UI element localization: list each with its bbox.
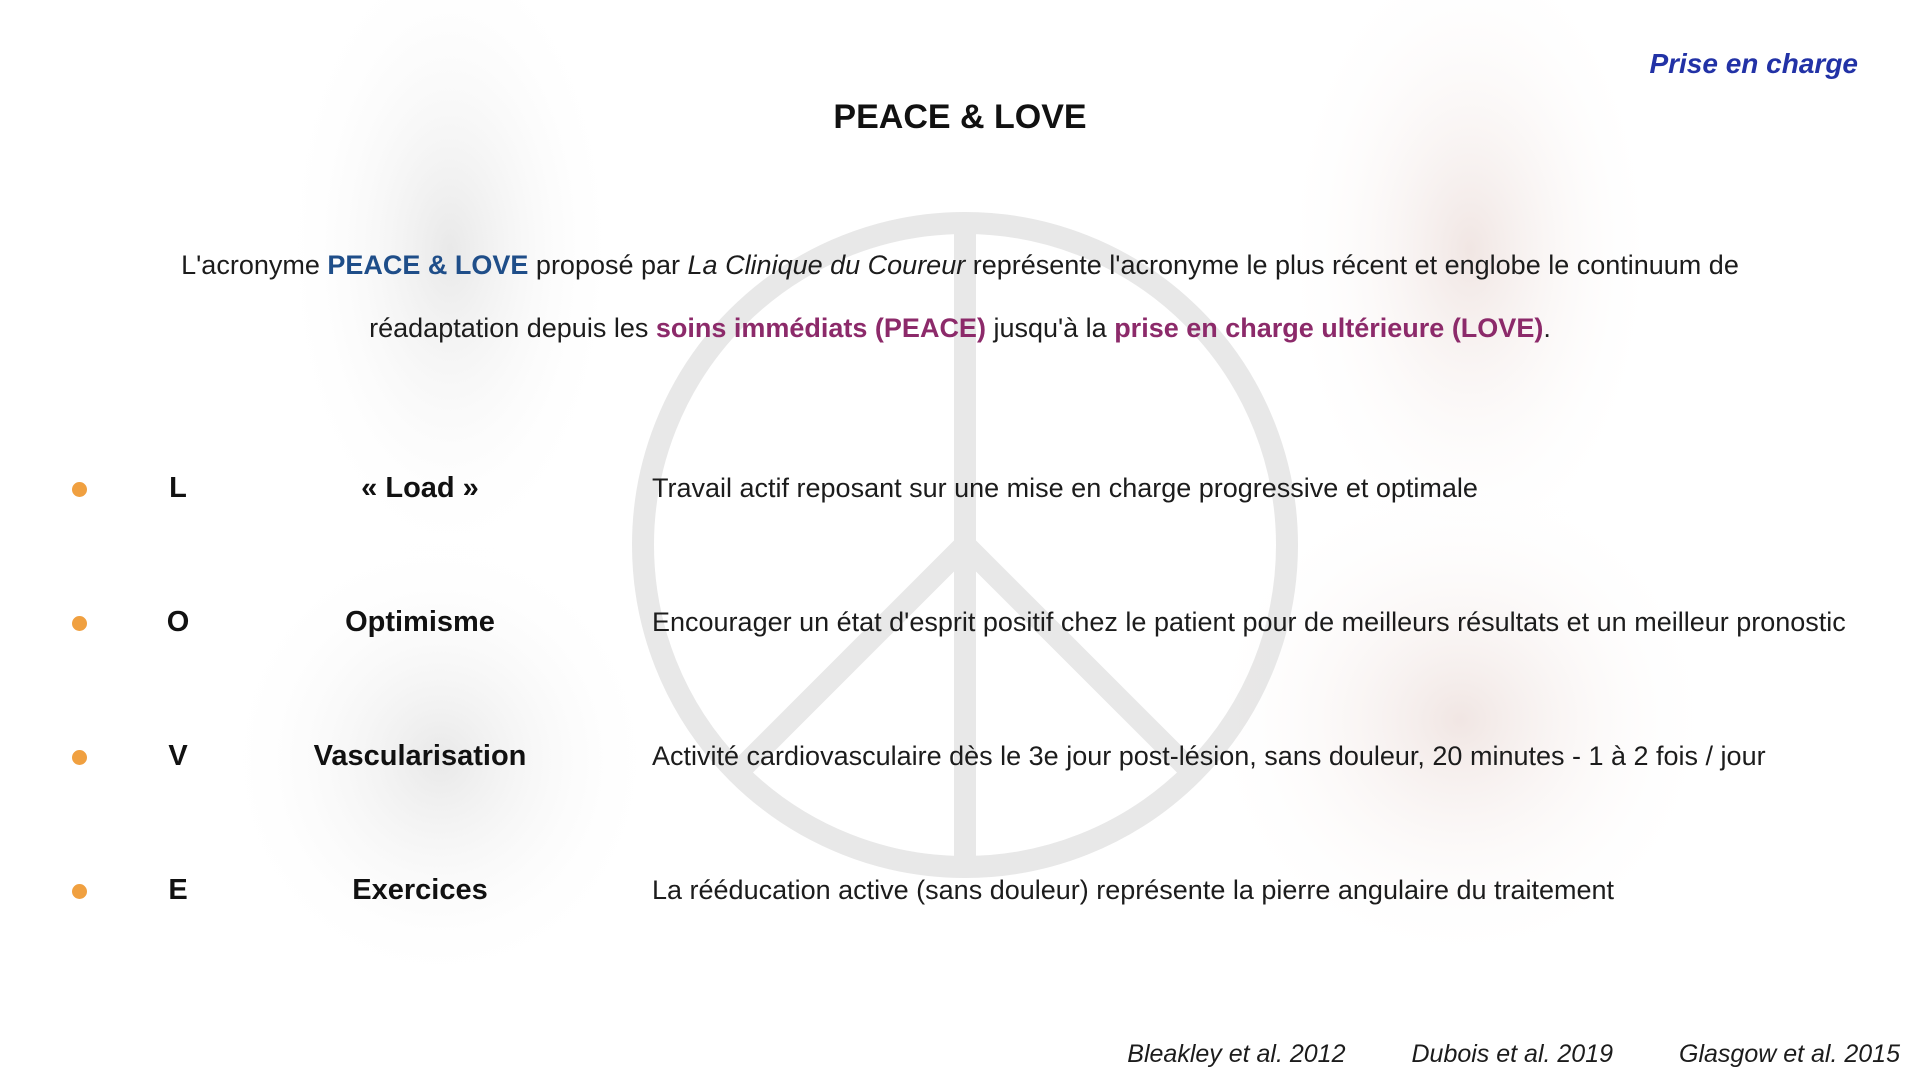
item-term: Exercices	[352, 874, 488, 906]
list-item	[0, 466, 1920, 516]
intro-text: jusqu'à la	[985, 313, 1115, 343]
item-letter: E	[168, 874, 188, 906]
later-care-highlight: prise en charge ultérieure (LOVE)	[1114, 313, 1544, 343]
item-description: Encourager un état d'esprit positif chez le patient pour de meilleurs résultats et un meilleur pronostic	[652, 607, 1846, 637]
intro-text: .	[1543, 313, 1551, 343]
bullet-icon	[72, 750, 87, 765]
acronym-highlight: PEACE & LOVE	[327, 250, 529, 280]
item-letter: O	[166, 606, 190, 638]
source-name: La Clinique du Coureur	[687, 250, 966, 280]
bullet-icon	[72, 884, 87, 899]
intro-text: proposé par	[528, 250, 688, 280]
intro-text: L'acronyme	[181, 250, 328, 280]
section-label: Prise en charge	[1649, 48, 1858, 79]
item-term: Optimisme	[345, 606, 495, 638]
list-item	[0, 868, 1920, 918]
list-item	[0, 600, 1920, 650]
item-term: « Load »	[361, 472, 479, 504]
bullet-icon	[72, 616, 87, 631]
intro-text: représente l'acronyme le plus récent et englobe le continuum de réadaptation depuis les	[369, 250, 1739, 343]
references	[1061, 1040, 1900, 1069]
immediate-care-highlight: soins immédiats (PEACE)	[655, 313, 986, 343]
item-description: Travail actif reposant sur une mise en charge progressive et optimale	[652, 473, 1478, 503]
item-description: Activité cardiovasculaire dès le 3e jour post-lésion, sans douleur, 20 minutes - 1 à 2 fois / jour	[652, 741, 1766, 771]
item-letter: L	[169, 472, 187, 504]
page-title: PEACE & LOVE	[833, 98, 1087, 136]
list-item	[0, 734, 1920, 784]
reference: Dubois et al. 2019	[1411, 1040, 1614, 1068]
bullet-icon	[72, 482, 87, 497]
intro-paragraph	[140, 234, 1780, 360]
item-term: Vascularisation	[313, 740, 527, 772]
reference: Bleakley et al. 2012	[1127, 1040, 1346, 1068]
item-letter: V	[168, 740, 188, 772]
item-description: La rééducation active (sans douleur) représente la pierre angulaire du traitement	[652, 875, 1615, 905]
reference: Glasgow et al. 2015	[1679, 1040, 1900, 1068]
